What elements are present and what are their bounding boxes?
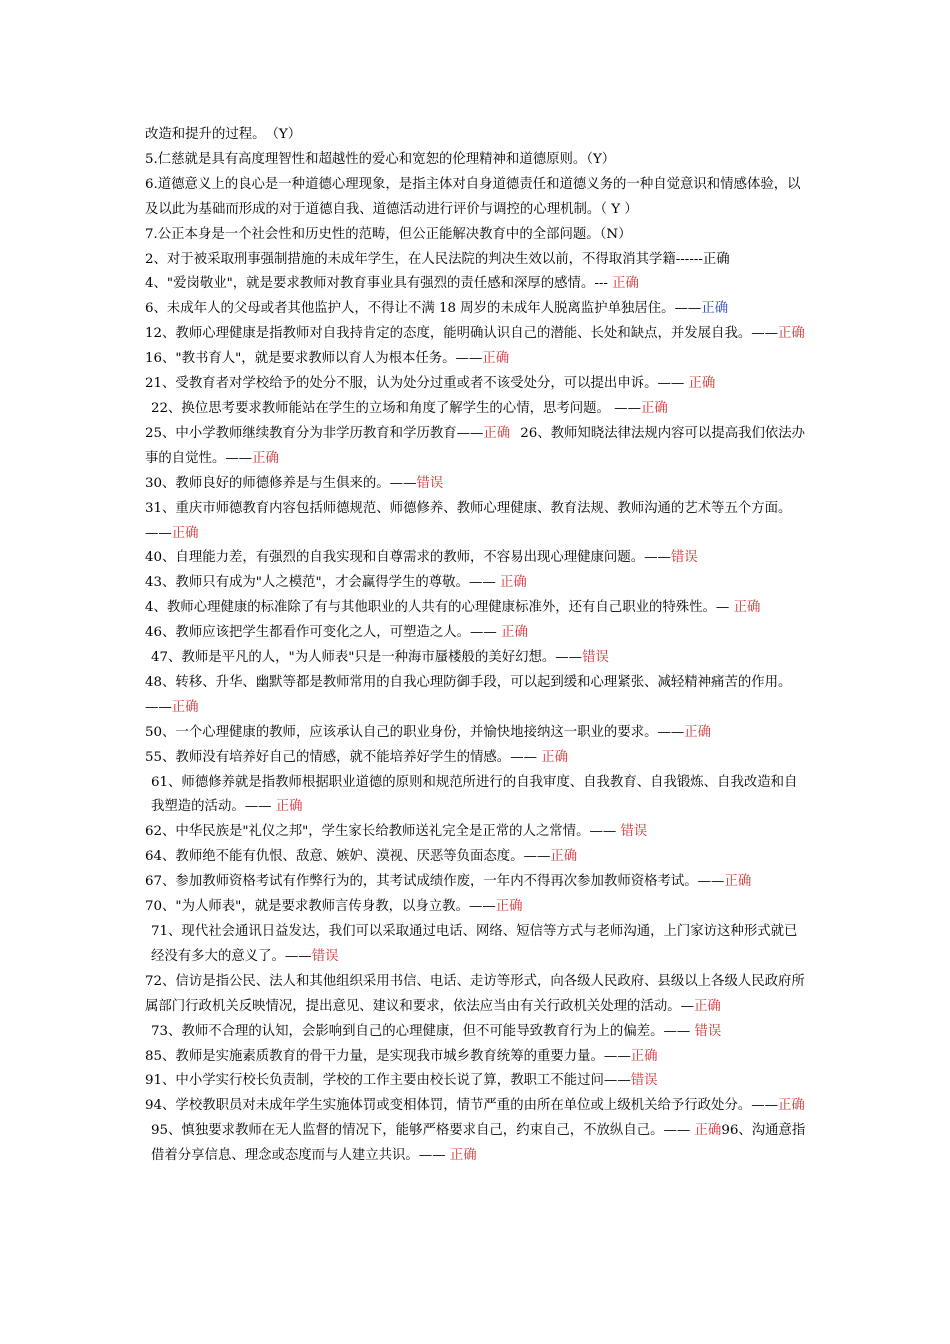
question-text: 21、受教育者对学校给予的处分不服，认为处分过重或者不该受处分，可以提出申诉。—— — [145, 376, 689, 392]
question-text: 73、教师不合理的认知，会影响到自己的心理健康，但不可能导致教育行为上的偏差。—— — [151, 1023, 695, 1039]
list-item — [145, 895, 810, 920]
answer-label: 正确 — [778, 1098, 805, 1114]
question-text: 64、教师绝不能有仇恨、敌意、嫉妒、漠视、厌恶等负面态度。—— — [145, 849, 551, 865]
question-text: 6、未成年人的父母或者其他监护人，不得让不满 18 周岁的未成年人脱离监护单独居住。—— — [145, 301, 702, 317]
list-item — [145, 372, 810, 397]
question-text: 46、教师应该把学生都看作可变化之人，可塑造之人。—— — [145, 625, 502, 641]
question-text: 22、换位思考要求教师能站在学生的立场和角度了解学生的心情，思考问题。 —— — [151, 400, 641, 416]
list-item — [145, 397, 810, 422]
answer-label: 正确 — [733, 600, 761, 616]
answer-label: 错误 — [311, 948, 339, 964]
question-text: 61、师德修养就是指教师根据职业道德的原则和规范所进行的自我审度、自我教育、自我锻炼、自我改造和自我塑造的活动。—— — [151, 774, 798, 815]
list-item: 改造和提升的过程。 （Y） — [145, 127, 302, 142]
answer-label: 正确 — [640, 400, 668, 416]
question-list — [145, 123, 810, 1169]
answer-label: 正确 — [252, 450, 279, 466]
answer-label: 正确 — [612, 276, 639, 292]
question-text: 4、教师心理健康的标准除了有与其他职业的人共有的心理健康标准外，还有自己职业的特殊性。— — [145, 600, 734, 616]
list-item — [145, 472, 810, 497]
list-item — [145, 422, 810, 472]
question-text: 31、重庆市师德教育内容包括师德规范、师德修养、教师心理健康、教育法规、教师沟通的艺术等五个方面。—— — [145, 500, 792, 541]
list-item — [145, 621, 810, 646]
list-item — [145, 1069, 810, 1094]
question-text: 47、教师是平凡的人，"为人师表"只是一种海市蜃楼般的美好幻想。—— — [151, 650, 583, 666]
answer-label: 正确 — [482, 351, 510, 367]
question-text: 95、慎独要求教师在无人监督的情况下，能够严格要求自己，约束自己，不放纵自己。—— — [151, 1123, 695, 1139]
list-item — [145, 546, 810, 571]
list-item — [145, 671, 810, 721]
answer-label: 正确 — [630, 1048, 658, 1064]
list-item: 2、对于被采取刑事强制措施的未成年学生，在人民法院的判决生效以前，不得取消其学籍------正确 — [145, 251, 730, 267]
list-item — [145, 1045, 810, 1070]
list-item: 5.仁慈就是具有高度理智性和超越性的爱心和宽恕的伦理精神和道德原则。（Y） — [145, 151, 616, 167]
question-text: 96、沟通意指借着分享信息、理念或态度而与人建立共识。—— — [151, 1123, 806, 1164]
answer-label: 正确 — [541, 749, 569, 765]
answer-label: 正确 — [449, 1148, 477, 1164]
answer-label: 正确 — [550, 849, 578, 865]
question-text: 85、教师是实施素质教育的骨干力量，是实现我市城乡教育统筹的重要力量。—— — [145, 1048, 631, 1064]
list-item — [145, 820, 810, 845]
question-text: 70、"为人师表"，就是要求教师言传身教，以身立教。—— — [145, 899, 496, 915]
list-item — [145, 1020, 810, 1045]
list-item — [145, 1094, 810, 1119]
question-text: 26、教师知晓法律法规内容可以提高我们依法办事的自觉性。—— — [145, 425, 806, 466]
answer-label: 正确 — [778, 326, 805, 342]
answer-label: 正确 — [694, 998, 721, 1014]
answer-label: 正确 — [701, 301, 729, 317]
question-text: 91、中小学实行校长负责制，学校的工作主要由校长说了算，教职工不能过问—— — [145, 1073, 631, 1089]
question-text: 12、教师心理健康是指教师对自我持肯定的态度，能明确认识自己的潜能、长处和缺点，并发展自我。—— — [145, 326, 779, 342]
list-item — [145, 870, 810, 895]
question-text: 94、学校教职员对未成年学生实施体罚或变相体罚，情节严重的由所在单位或上级机关给予行政处分。—— — [145, 1098, 779, 1114]
answer-label: 正确 — [684, 724, 712, 740]
answer-label: 错误 — [582, 650, 609, 666]
answer-label: 错误 — [694, 1023, 722, 1039]
list-item — [145, 746, 810, 771]
question-text: 48、转移、升华、幽默等都是教师常用的自我心理防御手段，可以起到缓和心理紧张、减轻精神痛苦的作用。—— — [145, 674, 792, 715]
question-text: 43、教师只有成为"人之模范"，才会赢得学生的尊敬。—— — [145, 575, 500, 591]
question-text: 4、"爱岗敬业"，就是要求教师对教育事业具有强烈的责任感和深厚的感情。--- — [145, 276, 613, 292]
list-item — [145, 596, 810, 621]
list-item — [145, 571, 810, 596]
list-item — [145, 347, 810, 372]
answer-label: 正确 — [483, 425, 511, 441]
list-item — [145, 1119, 810, 1169]
list-item — [145, 970, 810, 1020]
question-text: 67、参加教师资格考试有作弊行为的，其考试成绩作废，一年内不得再次参加教师资格考试。—— — [145, 874, 725, 890]
answer-label: 正确 — [275, 799, 303, 815]
list-item — [145, 646, 810, 671]
question-text: 30、教师良好的师德修养是与生俱来的。—— — [145, 475, 417, 491]
answer-label: 正确 — [694, 1123, 722, 1139]
question-text: 50、一个心理健康的教师，应该承认自己的职业身份，并愉快地接纳这一职业的要求。—— — [145, 724, 685, 740]
answer-label: 正确 — [688, 376, 716, 392]
answer-label: 正确 — [495, 899, 523, 915]
list-item — [145, 771, 810, 821]
list-item: 6.道德意义上的良心是一种道德心理现象，是指主体对自身道德责任和道德义务的一种自觉意识和情感体验，以及以此为基础而形成的对于道德自我、道德活动进行评价与调控的心理机制。（ Y ） — [145, 176, 801, 217]
list-item — [145, 322, 810, 347]
question-text: 40、自理能力差，有强烈的自我实现和自尊需求的教师，不容易出现心理健康问题。—— — [145, 550, 671, 566]
answer-label: 正确 — [171, 699, 199, 715]
answer-label: 正确 — [500, 575, 527, 591]
question-text: 55、教师没有培养好自己的情感，就不能培养好学生的情感。—— — [145, 749, 542, 765]
answer-label: 正确 — [724, 874, 752, 890]
question-text: 71、现代社会通讯日益发达，我们可以采取通过电话、网络、短信等方式与老师沟通，上门家访这种形式就已经没有多大的意义了。—— — [151, 924, 798, 964]
list-item — [145, 497, 810, 547]
list-item — [145, 272, 810, 297]
answer-label: 正确 — [501, 625, 528, 641]
question-text: 16、"教书育人"，就是要求教师以育人为根本任务。—— — [145, 351, 483, 367]
list-item — [145, 721, 810, 746]
list-item — [145, 297, 810, 322]
answer-label: 错误 — [630, 1073, 658, 1089]
answer-label: 错误 — [670, 550, 698, 566]
list-item — [145, 845, 810, 870]
answer-label: 正确 — [171, 525, 199, 541]
question-text: 62、中华民族是"礼仪之邦"，学生家长给教师送礼完全是正常的人之常情。—— — [145, 824, 621, 840]
answer-label: 错误 — [620, 824, 648, 840]
question-text: 25、中小学教师继续教育分为非学历教育和学历教育—— — [145, 425, 484, 441]
answer-label: 错误 — [416, 475, 444, 491]
list-item: 7.公正本身是一个社会性和历史性的范畴，但公正能解决教育中的全部问题。（N） — [145, 226, 632, 242]
question-text: 72、信访是指公民、法人和其他组织采用书信、电话、走访等形式，向各级人民政府、县级以上各级人民政府所属部门行政机关反映情况，提出意见、建议和要求，依法应当由有关行政机关处理的活动。— — [145, 973, 805, 1014]
list-item — [145, 920, 810, 970]
